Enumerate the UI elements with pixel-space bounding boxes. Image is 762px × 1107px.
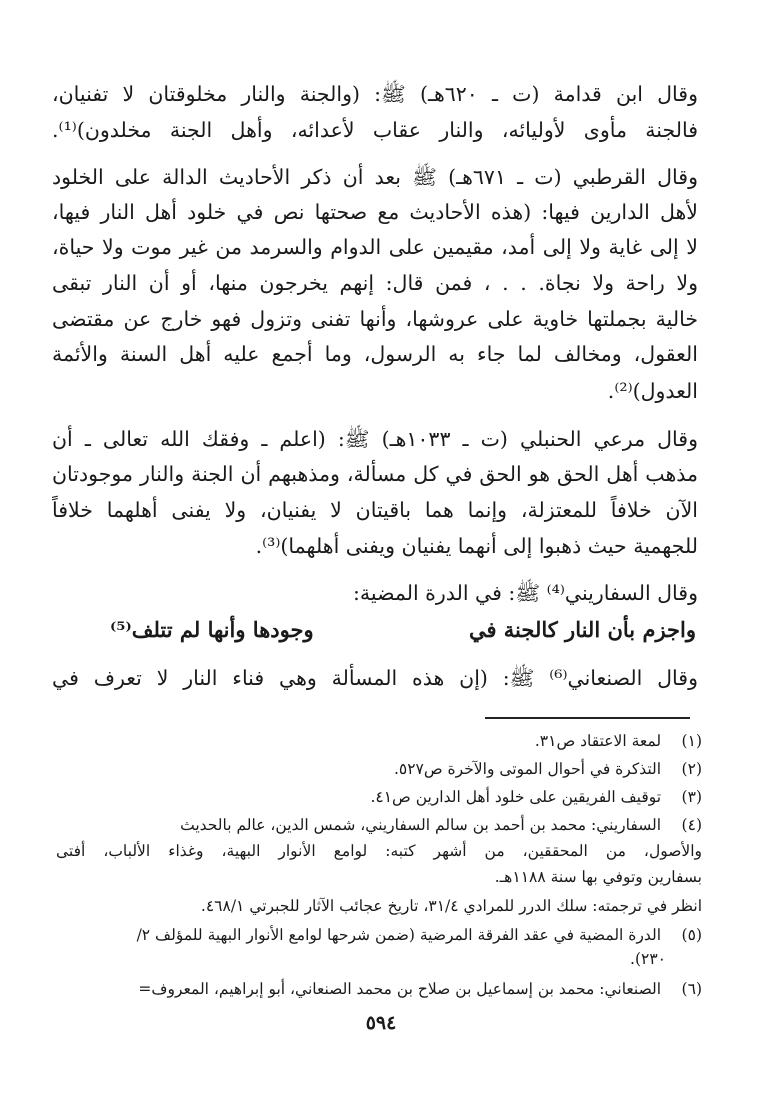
footnote-number: (٥): [681, 926, 702, 944]
footnote-text: الصنعاني: محمد بن إسماعيل بن صلاح بن محمد الصنعاني، أبو إبراهيم، المعروف=: [138, 980, 662, 998]
footnote-4-line-2: والأصول، من المحققين، من أشهر كتبه: لوامع الأنوار البهية، وغذاء الألباب، أفتى: [56, 842, 702, 860]
verse-hemistich-1: واجزم بأن النار كالجنة في: [468, 617, 696, 642]
footnote-1: [56, 728, 702, 754]
body-line-4: لأهل الدارين فيها: (هذه الأحاديث مع صحتها نص في خلود أهل النار فيها،: [52, 200, 698, 224]
footnote-6: [56, 976, 702, 1002]
footnote-5-line-2: ٢٣٠).: [630, 950, 666, 968]
footnote-number: (٤): [681, 816, 702, 834]
footnote-number: (٣): [681, 788, 702, 806]
body-line-1: وقال ابن قدامة (ت ـ ٦٢٠هـ) ﷺ: (والجنة والنار مخلوقتان لا تفنيان،: [52, 82, 698, 106]
body-line-15: وقال الصنعاني⁽⁶⁾ ﷺ: (إن هذه المسألة وهي فناء النار لا تعرف في: [52, 666, 698, 690]
footnote-separator: [485, 717, 690, 719]
footnote-number: (٢): [681, 760, 702, 778]
footnote-number: (١): [681, 732, 702, 750]
page-number: ٥٩٤: [365, 1012, 397, 1034]
footnote-5: [56, 922, 702, 948]
body-line-3: وقال القرطبي (ت ـ ٦٧١هـ) ﷺ بعد أن ذكر الأحاديث الدالة على الخلود: [52, 165, 698, 189]
footnote-text: السفاريني: محمد بن أحمد بن سالم السفاريني، شمس الدين، عالم بالحديث: [180, 816, 662, 834]
footnote-number: (٦): [681, 980, 702, 998]
footnote-text: توقيف الفريقين على خلود أهل الدارين ص٤١.: [370, 788, 662, 806]
body-line-7: خالية بجملتها خاوية على عروشها، وأنها تفنى وتزول فهو خارج عن مقتضى: [52, 307, 698, 331]
footnote-2: [56, 756, 702, 782]
footnote-4-line-4: انظر في ترجمته: سلك الدرر للمرادي ٣١/٤، تاريخ عجائب الآثار للجبرتي ٤٦٨/١.: [200, 897, 702, 915]
footnote-4: [56, 812, 702, 838]
body-line-8: العقول، ومخالف لما جاء به الرسول، وما أجمع عليه أهل السنة والأئمة: [52, 342, 698, 366]
body-line-2: فالجنة مأوى لأوليائه، والنار عقاب لأعدائه، وأهل الجنة مخلدون)⁽¹⁾.: [52, 118, 698, 142]
body-line-6: ولا راحة ولا نجاة. . . ، فمن قال: إنهم يخرجون منها، أو أن النار تبقى: [52, 271, 698, 295]
body-line-14: وقال السفاريني⁽⁴⁾ ﷺ: في الدرة المضية:: [353, 581, 698, 605]
poem-verse: [110, 612, 696, 648]
body-line-11: مذهب أهل الحق هو الحق في كل مسألة، ومذهبهم أن الجنة والنار موجودتان: [52, 462, 698, 486]
body-line-10: وقال مرعي الحنبلي (ت ـ ١٠٣٣هـ) ﷺ: (اعلم ـ وفقك الله تعالى ـ أن: [52, 427, 698, 451]
footnote-text: الدرة المضية في عقد الفرقة المرضية (ضمن شرحها لوامع الأنوار البهية للمؤلف ٢/: [136, 926, 662, 944]
footnote-text: لمعة الاعتقاد ص٣١.: [534, 732, 662, 750]
body-line-13: للجهمية حيث ذهبوا إلى أنهما يفنيان ويفنى أهلهما)⁽³⁾.: [255, 534, 698, 558]
footnote-4-line-3: بسفارين وتوفي بها سنة ١١٨٨هـ.: [494, 868, 702, 886]
footnote-text: التذكرة في أحوال الموتى والآخرة ص٥٢٧.: [393, 760, 662, 778]
verse-hemistich-2: وجودها وأنها لم تتلف⁽⁵⁾: [110, 617, 314, 642]
body-line-5: لا إلى غاية ولا إلى أمد، مقيمين على الدوام والسرمد من غير موت ولا حياة،: [52, 235, 698, 259]
footnote-3: [56, 784, 702, 810]
body-line-12: الآن خلافاً للمعتزلة، وإنما هما باقيتان لا يفنيان، ولا يفنى أهلهما خلافاً: [52, 498, 698, 522]
body-line-9: العدول)⁽²⁾.: [607, 379, 698, 403]
